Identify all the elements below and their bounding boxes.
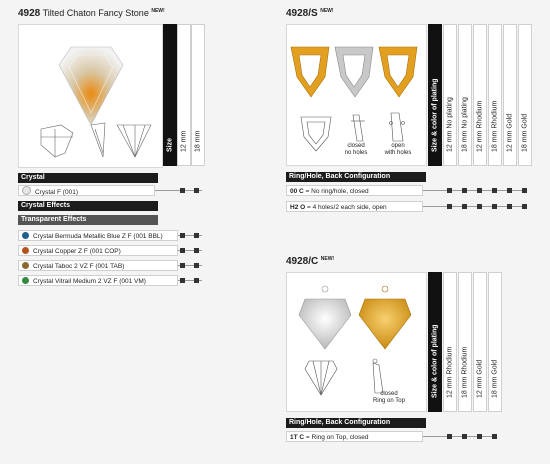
section-transparent-effects: Transparent Effects [18,215,158,225]
config-code: 1T C [290,434,305,441]
list-item [18,260,178,271]
list-item [18,185,155,196]
column-label: 18 mm Rhodium [491,100,499,152]
column [473,272,487,412]
list-item [18,230,178,241]
config-code: 00 C [290,188,304,195]
item-label: Crystal Taboc 2 VZ F (001 TAB) [33,263,125,270]
availability-marker [447,188,452,193]
connector-line [423,436,497,437]
column [458,272,472,412]
item-label: Crystal Vitrail Medium 2 VZ F (001 VM) [33,278,146,285]
availability-marker [507,204,512,209]
column-plating-header [428,24,442,166]
column [488,272,502,412]
availability-marker [507,188,512,193]
new-badge: NEW! [320,8,334,14]
section-ring-hole: Ring/Hole, Back Configuration [286,418,426,428]
column-label: 18 mm [194,130,202,152]
product-image-4928c [286,272,427,412]
availability-marker [180,233,185,238]
caption-line: closed [380,391,398,397]
availability-marker [447,434,452,439]
column [488,24,502,166]
product-name: Tilted Chaton Fancy Stone [42,8,149,18]
column-label: 18 mm No plating [461,97,469,152]
config-desc: = 4 holes/2 each side, open [306,204,387,211]
availability-marker [180,188,185,193]
column-label: 18 mm Gold [491,359,499,398]
column-label: Size & color of plating [431,78,439,152]
config-code: H2 O [290,204,306,211]
column-label: Size [166,137,174,152]
caption-line: with holes [384,150,412,156]
column-12mm [177,24,191,166]
product-title-4928s [286,8,334,19]
product-title-4928 [18,8,165,19]
new-badge: NEW! [151,8,165,14]
config-row [286,185,423,196]
column-label: 12 mm [180,130,188,152]
availability-marker [477,204,482,209]
section-crystal: Crystal [18,173,158,183]
caption-line: closed [347,143,365,149]
section-crystal-effects: Crystal Effects [18,201,158,211]
caption-ring-on-top [371,391,407,405]
availability-marker [522,204,527,209]
config-row [286,431,423,442]
availability-marker [462,188,467,193]
availability-marker [194,233,199,238]
chaton-stone-illustration [19,25,162,167]
availability-marker [447,204,452,209]
column-label: 12 mm No plating [446,97,454,152]
column-size-header [163,24,177,166]
item-label: Crystal Copper Z F (001 COP) [33,248,121,255]
swatch-icon [22,262,29,269]
caption-line: open [391,143,405,149]
availability-marker [477,188,482,193]
item-label: Crystal Bermuda Metallic Blue Z F (001 BBL) [33,233,163,240]
product-image-4928s [286,24,427,166]
availability-marker [180,248,185,253]
list-item [18,245,178,256]
availability-marker [522,188,527,193]
availability-marker [462,434,467,439]
availability-marker [180,263,185,268]
column-label: Size & color of plating [431,324,439,398]
column-label: 18 mm Rhodium [461,346,469,398]
swatch-icon [22,232,29,239]
column [518,24,532,166]
column-label: 12 mm Rhodium [446,346,454,398]
swatch-icon [22,186,31,195]
caption-line: Ring on Top [373,398,405,404]
product-image-4928 [18,24,163,168]
config-desc: = Ring on Top, closed [305,434,369,441]
column [503,24,517,166]
column-plating-header [428,272,442,412]
config-desc: = No ring/hole, closed [305,188,369,195]
availability-marker [194,248,199,253]
availability-marker [477,434,482,439]
column-18mm [191,24,205,166]
product-code: 4928 [18,8,41,19]
column [443,24,457,166]
availability-marker [194,263,199,268]
column [458,24,472,166]
caption-closed [343,143,369,157]
item-label: Crystal F (001) [35,189,78,196]
column-label: 12 mm Gold [506,113,514,152]
availability-marker [194,278,199,283]
config-row [286,201,423,212]
column [473,24,487,166]
caption-line: no holes [344,150,368,156]
availability-marker [492,188,497,193]
product-code: 4928/S [286,8,318,19]
column [443,272,457,412]
availability-marker [180,278,185,283]
column-label: 18 mm Gold [521,113,529,152]
section-ring-hole: Ring/Hole, Back Configuration [286,172,426,182]
new-badge: NEW! [320,256,335,262]
caption-open [381,143,415,157]
swatch-icon [22,247,29,254]
availability-marker [492,204,497,209]
swatch-icon [22,277,29,284]
availability-marker [492,434,497,439]
availability-marker [194,188,199,193]
column-label: 12 mm Rhodium [476,100,484,152]
availability-marker [462,204,467,209]
column-label: 12 mm Gold [476,359,484,398]
product-code: 4928/C [286,256,319,267]
list-item [18,275,178,286]
product-title-4928c [286,256,334,267]
